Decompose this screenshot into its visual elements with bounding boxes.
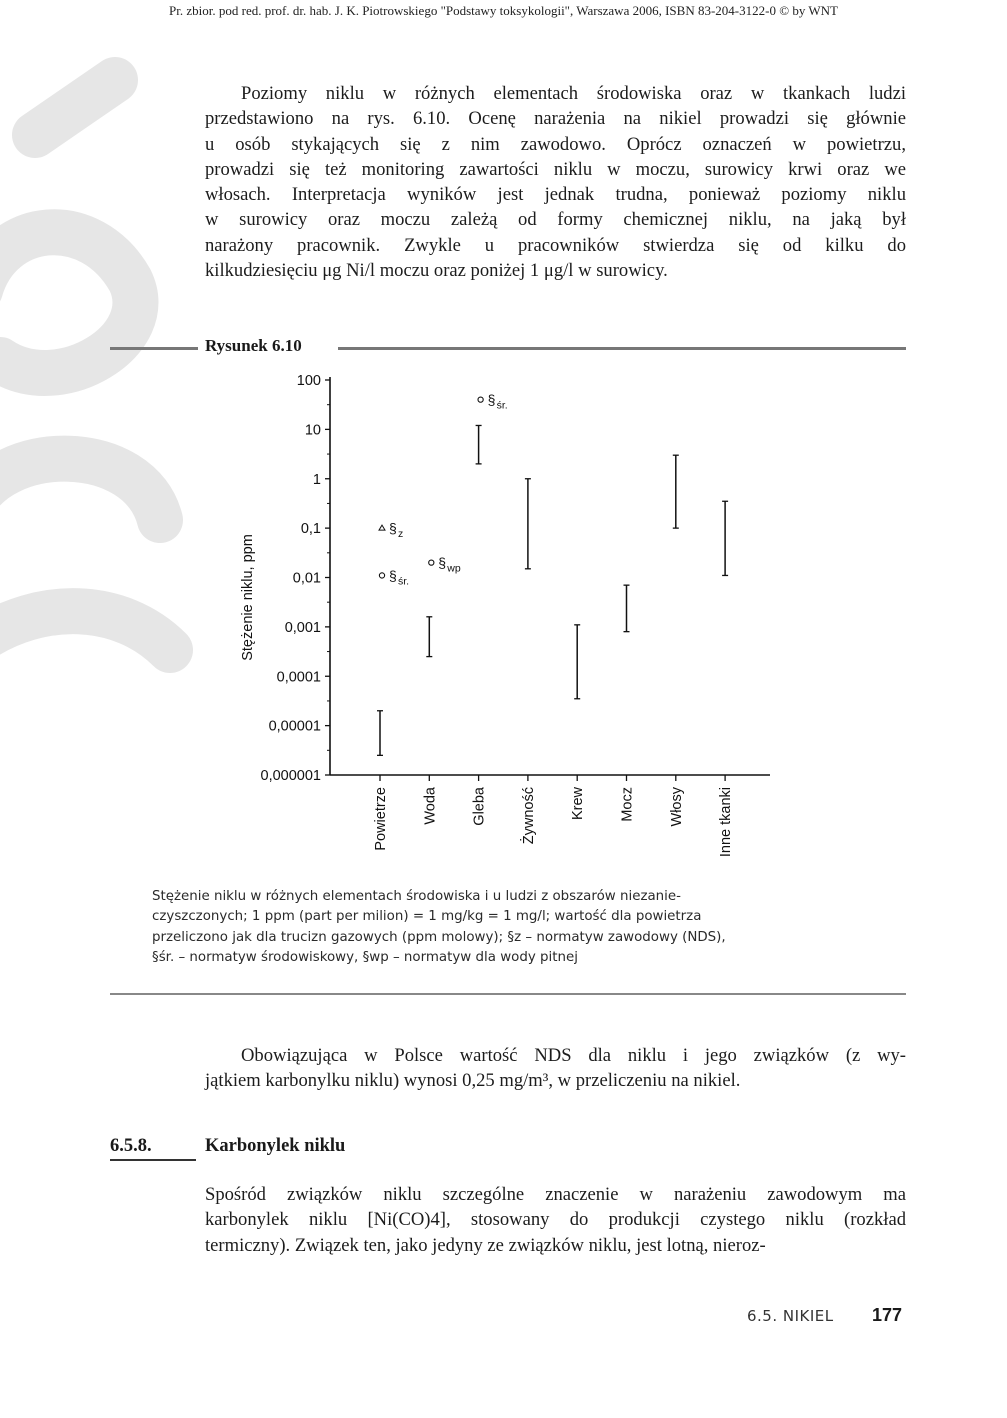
figure-rule-right [338, 347, 906, 350]
x-tick-label: Mocz [619, 787, 636, 822]
intro-line: prowadzi się też monitoring zawartości niklu w moczu, surowicy krwi oraz we [205, 158, 906, 180]
page-number: 177 [872, 1305, 903, 1325]
figure-caption [152, 887, 852, 969]
marker-triangle [379, 525, 385, 530]
nickel-concentration-chart [225, 365, 785, 875]
marker-label-sub: z [398, 528, 404, 541]
y-tick-label: 100 [296, 373, 321, 389]
marker-label: § [389, 520, 397, 537]
x-tick-label: Woda [422, 787, 439, 825]
x-tick-label: Krew [570, 787, 587, 821]
section-number: 6.5.8. [110, 1136, 152, 1156]
section-line: termiczny). Związek ten, jako jedyny ze związków niklu, jest lotną, nieroz- [205, 1234, 766, 1256]
marker-circle [429, 560, 434, 565]
x-tick-label: Inne tkanki [718, 787, 735, 858]
intro-line: narażony pracownik. Zwykle u pracowników stwierdza się od kilku do [205, 234, 906, 256]
intro-line: Poziomy niklu w różnych elementach środowiska oraz w tkankach ludzi [241, 83, 906, 104]
marker-label: § [389, 567, 397, 584]
y-axis-label: Stężenie niklu, ppm [240, 534, 256, 661]
x-tick-label: Powietrze [373, 787, 389, 851]
y-tick-label: 1 [312, 471, 321, 488]
section-number-underline [110, 1159, 196, 1161]
intro-line: włosach. Interpretacja wyników jest jednak trudna, ponieważ poziomy niklu [205, 184, 906, 206]
x-tick-label: Włosy [668, 787, 685, 827]
y-tick-label: 0,001 [284, 619, 321, 636]
section-line: Spośród związków niklu szczególne znaczenie w narażeniu zawodowym ma [205, 1184, 906, 1205]
intro-paragraph [205, 81, 906, 283]
nds-line: Obowiązująca w Polsce wartość NDS dla niklu i jego związków (z wy- [241, 1045, 906, 1066]
nds-paragraph [205, 1043, 906, 1094]
intro-line: u osób stykających się z nim zawodowo. Oprócz oznaczeń w powietrzu, [205, 133, 906, 155]
marker-label: § [438, 554, 447, 571]
marker-circle [478, 397, 483, 402]
intro-line: w surowicy oraz moczu zależą od formy chemicznej niklu, na jaką był [205, 209, 906, 231]
intro-line: przedstawiono na rys. 6.10. Ocenę narażenia na nikiel prowadzi się głównie [205, 108, 906, 130]
figure-rule-left [110, 347, 198, 350]
caption-line: przeliczono jak dla trucizn gazowych (ppm molowy); §z – normatyw zawodowy (NDS), [152, 929, 726, 945]
y-tick-label: 0,0001 [276, 669, 321, 686]
x-tick-label: Gleba [471, 787, 488, 826]
intro-line: kilkudziesięciu μg Ni/l moczu oraz poniżej 1 μg/l w surowicy. [205, 260, 668, 282]
marker-label-sub: śr. [398, 575, 410, 588]
caption-line: czyszczonych; 1 ppm (part per milion) = 1 mg/kg = 1 mg/l; wartość dla powietrza [152, 909, 702, 925]
y-tick-label: 0,1 [300, 521, 321, 538]
page-header: Pr. zbior. pod red. prof. dr. hab. J. K. Piotrowskiego "Podstawy toksykologii", Warszawa 2006, ISBN 83-204-3122-0 © by WNT [169, 3, 838, 18]
figure-label: Rysunek 6.10 [205, 336, 302, 355]
figure-bottom-rule [110, 993, 906, 995]
marker-label-sub: wp [447, 562, 461, 575]
section-line: karbonylek niklu [Ni(CO)4], stosowany do produkcji czystego niklu (rozkład [205, 1209, 906, 1231]
marker-label: § [487, 391, 496, 408]
y-tick-label: 0,000001 [260, 768, 321, 784]
caption-line: Stężenie niklu w różnych elementach środowiska i u ludzi z obszarów niezanie- [152, 889, 681, 904]
marker-label-sub: śr. [496, 399, 508, 412]
footer-section-label: 6.5. NIKIEL [747, 1307, 834, 1325]
section-title: Karbonylek niklu [205, 1136, 346, 1156]
caption-line: §śr. – normatyw środowiskowy, §wp – normatyw dla wody pitnej [152, 950, 578, 966]
y-tick-label: 0,01 [292, 570, 321, 587]
nds-line: jątkiem karbonylku niklu) wynosi 0,25 mg/m³, w przeliczeniu na nikiel. [205, 1070, 741, 1092]
y-tick-label: 0,00001 [268, 718, 321, 735]
x-tick-label: Żywność [520, 787, 537, 845]
y-tick-label: 10 [304, 422, 321, 439]
section-paragraph [205, 1182, 906, 1258]
marker-circle [379, 573, 384, 578]
